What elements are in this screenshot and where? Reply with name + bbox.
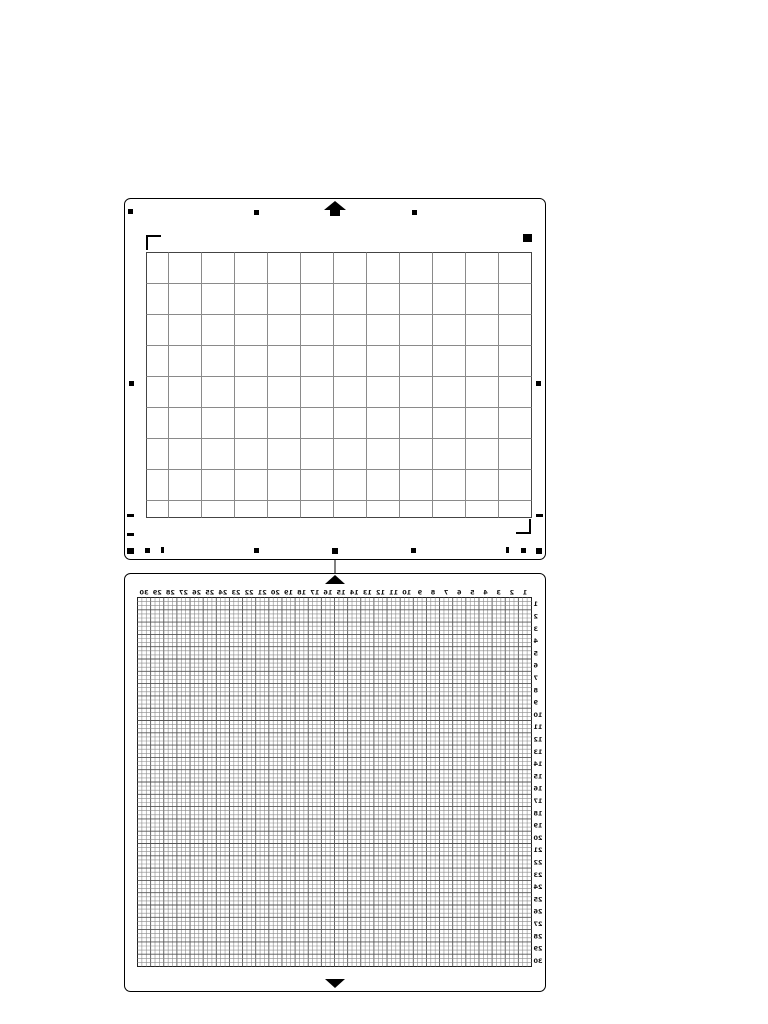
column-label: 17	[310, 588, 320, 597]
down-triangle-icon	[325, 979, 345, 988]
row-label: 30	[533, 956, 543, 965]
column-label: 18	[297, 588, 307, 597]
up-triangle-icon	[325, 575, 345, 584]
row-label: 10	[533, 710, 543, 719]
registration-mark	[536, 381, 541, 386]
row-label: 20	[533, 833, 543, 842]
column-label: 15	[336, 588, 346, 597]
registration-mark	[521, 548, 526, 553]
registration-mark	[412, 210, 417, 215]
registration-mark	[127, 514, 134, 517]
row-label: 26	[533, 907, 543, 916]
row-label: 27	[533, 919, 543, 928]
column-label: 20	[270, 588, 280, 597]
column-label: 19	[284, 588, 294, 597]
column-label: 22	[244, 588, 254, 597]
row-label: 11	[533, 723, 543, 732]
registration-mark	[127, 533, 134, 536]
row-labels	[533, 600, 543, 965]
row-label: 8	[533, 686, 539, 695]
column-label: 24	[218, 588, 228, 597]
column-label: 3	[496, 588, 501, 597]
row-label: 28	[533, 932, 543, 941]
column-label: 2	[509, 588, 515, 597]
row-label: 2	[533, 612, 539, 621]
registration-mark	[254, 210, 259, 215]
column-label: 25	[205, 588, 215, 597]
registration-mark	[536, 514, 543, 517]
column-label: 23	[231, 588, 241, 597]
registration-mark	[127, 548, 134, 554]
registration-mark	[536, 548, 542, 554]
up-arrow-icon	[324, 201, 346, 216]
column-label: 4	[483, 588, 488, 597]
top-mat-grid	[147, 253, 532, 518]
corner-bracket-bottom-right	[516, 519, 530, 533]
registration-mark	[332, 548, 338, 554]
registration-mark	[506, 547, 509, 553]
column-label: 21	[257, 588, 267, 597]
row-label: 29	[533, 944, 543, 953]
row-label: 16	[533, 784, 543, 793]
row-label: 15	[533, 772, 543, 781]
column-label: 14	[349, 588, 359, 597]
column-label: 9	[417, 588, 423, 597]
solid-square-top-right	[523, 234, 532, 242]
row-label: 23	[533, 870, 543, 879]
column-label: 1	[522, 588, 528, 597]
column-label: 5	[470, 588, 475, 597]
row-label: 3	[533, 624, 539, 633]
row-label: 21	[533, 846, 543, 855]
row-label: 13	[533, 747, 543, 756]
column-label: 10	[402, 588, 412, 597]
registration-mark	[129, 381, 134, 386]
registration-mark	[128, 209, 133, 214]
bottom-mat-outline	[125, 574, 546, 992]
registration-mark	[145, 548, 150, 553]
row-label: 1	[533, 600, 539, 609]
column-label: 13	[362, 588, 372, 597]
row-label: 12	[533, 735, 543, 744]
registration-mark	[161, 547, 164, 553]
column-label: 6	[457, 588, 462, 597]
row-label: 7	[533, 673, 539, 682]
column-label: 12	[375, 588, 385, 597]
row-label: 17	[533, 796, 543, 805]
registration-mark	[254, 548, 259, 553]
corner-bracket-top-left	[147, 236, 161, 250]
column-label: 30	[139, 588, 149, 597]
top-mat	[125, 199, 546, 560]
row-label: 9	[533, 698, 539, 707]
column-label: 11	[389, 588, 399, 597]
row-label: 25	[533, 895, 543, 904]
grid-frame	[147, 253, 532, 518]
column-label: 28	[165, 588, 175, 597]
bottom-mat-grid	[138, 598, 532, 967]
bottom-mat	[125, 574, 546, 992]
row-label: 5	[533, 649, 539, 658]
column-label: 8	[430, 588, 436, 597]
column-label: 29	[152, 588, 162, 597]
registration-mark	[411, 548, 416, 553]
row-label: 18	[533, 809, 543, 818]
row-label: 19	[533, 821, 543, 830]
row-label: 22	[533, 858, 543, 867]
column-label: 26	[192, 588, 202, 597]
row-label: 6	[533, 661, 539, 670]
column-label: 16	[323, 588, 333, 597]
column-label: 7	[443, 588, 449, 597]
column-label: 27	[178, 588, 188, 597]
column-labels	[139, 589, 527, 597]
row-label: 14	[533, 760, 543, 769]
row-label: 24	[533, 883, 543, 892]
row-label: 4	[533, 637, 539, 646]
